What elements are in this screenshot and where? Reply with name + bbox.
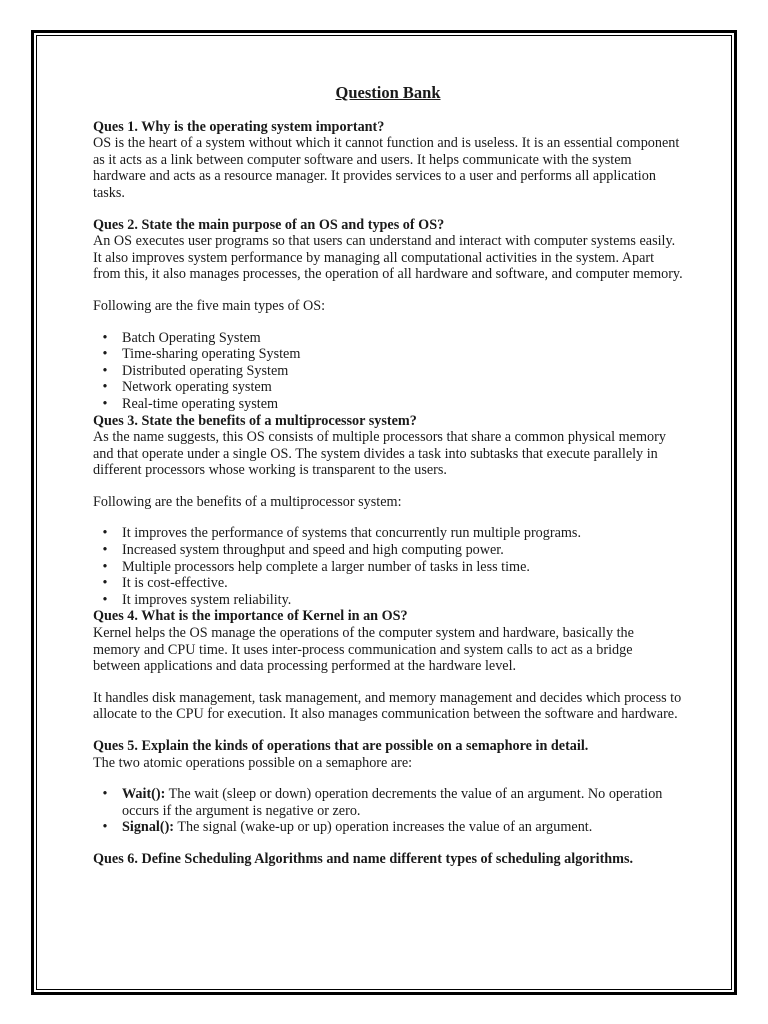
- bullet-icon: •: [102, 525, 108, 542]
- bullet-icon: •: [102, 558, 108, 575]
- semaphore-operations-list: [93, 786, 683, 836]
- operation-term: Wait():: [122, 786, 166, 803]
- list-item: • Increased system throughput and speed and high computing power.: [122, 542, 683, 559]
- operation-description: The signal (wake-up or up) operation increases the value of an argument.: [174, 819, 593, 836]
- question-1: Ques 1. Why is the operating system important?: [93, 118, 385, 135]
- answer-2: An OS executes user programs so that users can understand and interact with computer systems easily. It also improves system performance by managing all computational activities in the system. Apart from this, it also manages processes, the operation of all hardware and software, and computer memory.: [93, 233, 683, 283]
- bullet-icon: •: [102, 591, 108, 608]
- benefits-list: [93, 525, 683, 608]
- list-item: • Real-time operating system: [122, 396, 683, 413]
- list-item: [102, 786, 683, 819]
- answer-4-part-2: It handles disk management, task management, and memory management and decides which process to allocate to the CPU for execution. It also manages communication between the software and hardware.: [93, 689, 682, 723]
- list-item: • Multiple processors help complete a larger number of tasks in less time.: [122, 559, 683, 576]
- answer-5: The two atomic operations possible on a semaphore are:: [93, 754, 413, 771]
- question-2: Ques 2. State the main purpose of an OS and types of OS?: [93, 216, 445, 233]
- list-item: • It improves the performance of systems that concurrently run multiple programs.: [122, 525, 683, 542]
- question-6: Ques 6. Define Scheduling Algorithms and name different types of scheduling algorithms.: [93, 850, 634, 867]
- answer-3-intro: Following are the benefits of a multiprocessor system:: [93, 493, 402, 510]
- bullet-icon: •: [102, 329, 108, 346]
- os-types-list: [93, 330, 683, 413]
- list-item: • Time-sharing operating System: [122, 346, 683, 363]
- question-5: Ques 5. Explain the kinds of operations that are possible on a semaphore in detail.: [93, 738, 589, 754]
- bullet-icon: •: [102, 395, 108, 412]
- bullet-icon: •: [102, 542, 108, 559]
- bullet-icon: •: [102, 819, 108, 836]
- bullet-icon: •: [102, 346, 108, 363]
- bullet-icon: •: [102, 575, 108, 592]
- list-item: • Network operating system: [122, 379, 683, 396]
- bullet-icon: •: [102, 362, 108, 379]
- answer-4-part-1: Kernel helps the OS manage the operations of the computer system and hardware, basically the memory and CPU time. It uses inter-process communication and system calls to act as a bridge between applications and data processing performed at the hardware level.: [93, 625, 634, 675]
- bullet-icon: •: [102, 379, 108, 396]
- operation-description: The wait (sleep or down) operation decrements the value of an argument. No operation occurs if the argument is negative or zero.: [122, 786, 663, 819]
- document-body: [93, 85, 683, 868]
- page-title: Question Bank: [335, 83, 441, 102]
- list-item: [102, 819, 683, 836]
- question-4: Ques 4. What is the importance of Kernel in an OS?: [93, 608, 408, 625]
- answer-1: OS is the heart of a system without which it cannot function and is useless. It is an essential component as it acts as a link between computer software and users. It helps communicate with the system hardware and acts as a resource manager. It provides services to a user and performs all application tasks.: [93, 135, 680, 201]
- answer-2-intro: Following are the five main types of OS:: [93, 297, 326, 314]
- answer-3: As the name suggests, this OS consists of multiple processors that share a common physical memory and that operate under a single OS. The system divides a task into subtasks that execute parallely in different processors whose working is transparent to the users.: [93, 429, 666, 479]
- list-item: • It is cost-effective.: [122, 575, 683, 592]
- operation-term: Signal():: [122, 819, 175, 836]
- question-3: Ques 3. State the benefits of a multiprocessor system?: [93, 412, 417, 429]
- list-item: • Batch Operating System: [122, 330, 683, 347]
- list-item: • Distributed operating System: [122, 363, 683, 380]
- bullet-icon: •: [102, 786, 108, 803]
- list-item: • It improves system reliability.: [122, 592, 683, 609]
